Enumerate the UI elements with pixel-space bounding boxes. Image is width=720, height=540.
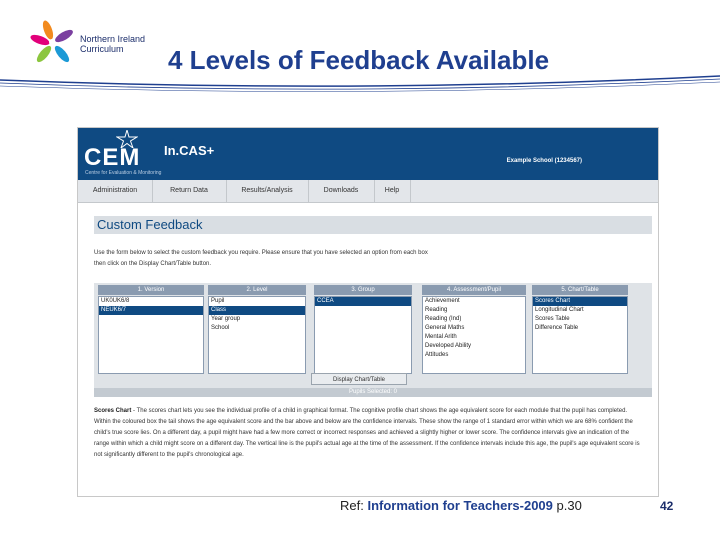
list-item[interactable]: Year group bbox=[211, 316, 241, 322]
list-item-selected[interactable]: CCEA bbox=[315, 297, 411, 306]
intro-line-1: Use the form below to select the custom feedback you require. Please ensure that you have selected an option from each box bbox=[94, 250, 428, 256]
product-name: In.CAS+ bbox=[164, 143, 215, 158]
list-item[interactable]: Achievement bbox=[425, 298, 460, 304]
reference-line bbox=[340, 498, 582, 513]
cem-subtitle: Centre for Evaluation & Monitoring bbox=[85, 170, 162, 176]
list-item[interactable]: Attitudes bbox=[425, 352, 449, 358]
scores-heading: Scores Chart bbox=[94, 408, 132, 414]
list-item[interactable]: Reading (Ind) bbox=[425, 316, 462, 322]
logo-line-2: Curriculum bbox=[80, 44, 124, 54]
list-item[interactable]: Longitudinal Chart bbox=[535, 307, 584, 313]
version-listbox[interactable] bbox=[98, 296, 204, 374]
cem-logo: CEM bbox=[84, 144, 141, 171]
title-swoosh-divider bbox=[0, 66, 720, 96]
main-nav bbox=[78, 180, 658, 203]
logo-line-1: Northern Ireland bbox=[80, 34, 146, 44]
nav-return-data[interactable]: Return Data bbox=[152, 180, 227, 202]
list-item[interactable]: UK0UK6/8 bbox=[101, 298, 130, 304]
logo-wordmark bbox=[80, 34, 145, 54]
section-title: Custom Feedback bbox=[94, 216, 652, 234]
list-item[interactable]: Pupil bbox=[211, 298, 225, 304]
list-item-selected[interactable]: Scores Chart bbox=[533, 297, 627, 306]
display-chart-button[interactable]: Display Chart/Table bbox=[311, 373, 407, 385]
page-number: 42 bbox=[660, 499, 674, 513]
column-header-version: 1. Version bbox=[98, 285, 204, 295]
nav-administration[interactable]: Administration bbox=[78, 180, 153, 202]
nav-downloads[interactable]: Downloads bbox=[308, 180, 375, 202]
incas-screenshot bbox=[77, 127, 659, 497]
list-item[interactable]: School bbox=[211, 325, 230, 331]
ref-source: Information for Teachers-2009 bbox=[367, 498, 553, 513]
list-item[interactable]: Mental Arith bbox=[425, 334, 457, 340]
list-item-selected[interactable]: Class bbox=[209, 306, 305, 315]
intro-text bbox=[94, 248, 644, 270]
list-item[interactable]: Scores Table bbox=[535, 316, 570, 322]
assessment-listbox[interactable] bbox=[422, 296, 526, 374]
chart-listbox[interactable] bbox=[532, 296, 628, 374]
school-name: Example School (1234567) bbox=[506, 158, 582, 164]
nav-results-analysis[interactable]: Results/Analysis bbox=[226, 180, 309, 202]
ref-prefix: Ref: bbox=[340, 498, 368, 513]
column-header-group: 3. Group bbox=[314, 285, 412, 295]
scores-body: - The scores chart lets you see the individual profile of a child in graphical format. The cognitive profile chart shows the age equivalent score for each module that the pupil has completed. Within the coloured box the tail shows the age equivalent score and the bar above and below are the confidence intervals. These show the range of 1 standard error within which we are 68% confident the child's true score lies. On a different day, a pupil might have had a few more correct or incorrect responses and achieved a slightly higher or lower score. The confidence intervals give an indication of the range within which a child might score on a different day. The vertical line is the pupil's actual age at the time of the assessment. If the confidence intervals include this age, the pupil's age equivalent score is not significantly different to the pupil's chronological age. bbox=[94, 408, 640, 458]
intro-line-2: then click on the Display Chart/Table button. bbox=[94, 261, 212, 267]
list-item[interactable]: Reading bbox=[425, 307, 448, 313]
column-header-assessment: 4. Assessment/Pupil bbox=[422, 285, 526, 295]
slide-title: 4 Levels of Feedback Available bbox=[168, 45, 550, 75]
pupils-selected-status: Pupils Selected: 0 bbox=[94, 388, 652, 397]
column-header-level: 2. Level bbox=[208, 285, 306, 295]
app-banner bbox=[78, 128, 658, 180]
list-item[interactable]: Developed Ability bbox=[425, 343, 472, 349]
list-item-selected[interactable]: NEUK6/7 bbox=[99, 306, 203, 315]
list-item[interactable]: Difference Table bbox=[535, 325, 579, 331]
group-listbox[interactable] bbox=[314, 296, 412, 374]
list-item[interactable]: General Maths bbox=[425, 325, 465, 331]
nav-help[interactable]: Help bbox=[374, 180, 411, 202]
scores-chart-description bbox=[94, 406, 644, 461]
level-listbox[interactable] bbox=[208, 296, 306, 374]
ref-suffix: p.30 bbox=[552, 498, 582, 513]
column-header-chart: 5. Chart/Table bbox=[532, 285, 628, 295]
